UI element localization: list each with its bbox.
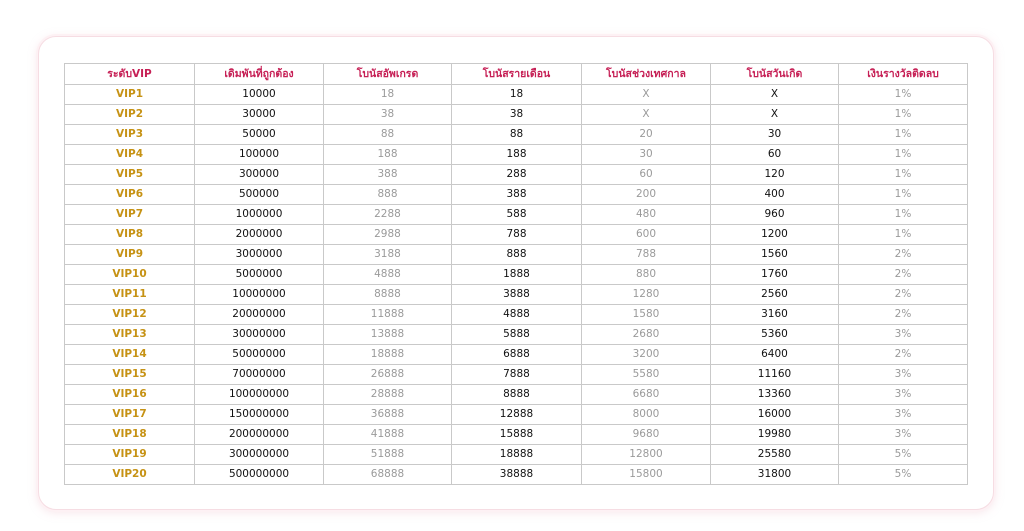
vip-level-cell: VIP12 xyxy=(65,305,195,325)
negative-rebate-cell: 1% xyxy=(839,225,968,245)
negative-rebate-cell: 1% xyxy=(839,105,968,125)
valid-bet-cell: 30000000 xyxy=(195,325,324,345)
vip-level-cell: VIP2 xyxy=(65,105,195,125)
valid-bet-cell: 100000000 xyxy=(195,385,324,405)
vip-level-cell: VIP9 xyxy=(65,245,195,265)
negative-rebate-cell: 1% xyxy=(839,205,968,225)
table-row xyxy=(65,325,968,345)
table-row xyxy=(65,85,968,105)
birthday-bonus-cell: 30 xyxy=(711,125,839,145)
upgrade-bonus-cell: 26888 xyxy=(324,365,452,385)
monthly-bonus-cell: 288 xyxy=(452,165,582,185)
vip-level-cell: VIP7 xyxy=(65,205,195,225)
monthly-bonus-cell: 12888 xyxy=(452,405,582,425)
negative-rebate-cell: 5% xyxy=(839,445,968,465)
table-row xyxy=(65,265,968,285)
table-row xyxy=(65,285,968,305)
table-row xyxy=(65,205,968,225)
monthly-bonus-cell: 588 xyxy=(452,205,582,225)
negative-rebate-cell: 1% xyxy=(839,185,968,205)
upgrade-bonus-cell: 888 xyxy=(324,185,452,205)
monthly-bonus-cell: 18 xyxy=(452,85,582,105)
valid-bet-cell: 30000 xyxy=(195,105,324,125)
negative-rebate-cell: 2% xyxy=(839,285,968,305)
valid-bet-cell: 50000000 xyxy=(195,345,324,365)
vip-levels-table xyxy=(64,63,968,485)
vip-level-cell: VIP10 xyxy=(65,265,195,285)
negative-rebate-cell: 2% xyxy=(839,265,968,285)
table-body xyxy=(65,85,968,485)
monthly-bonus-cell: 3888 xyxy=(452,285,582,305)
upgrade-bonus-cell: 18 xyxy=(324,85,452,105)
negative-rebate-cell: 1% xyxy=(839,145,968,165)
valid-bet-cell: 10000000 xyxy=(195,285,324,305)
valid-bet-cell: 500000 xyxy=(195,185,324,205)
vip-level-cell: VIP16 xyxy=(65,385,195,405)
upgrade-bonus-cell: 11888 xyxy=(324,305,452,325)
festival-bonus-cell: 60 xyxy=(582,165,711,185)
festival-bonus-cell: 8000 xyxy=(582,405,711,425)
festival-bonus-cell: 600 xyxy=(582,225,711,245)
vip-level-cell: VIP3 xyxy=(65,125,195,145)
festival-bonus-cell: 5580 xyxy=(582,365,711,385)
vip-level-cell: VIP14 xyxy=(65,345,195,365)
table-row xyxy=(65,165,968,185)
festival-bonus-cell: 9680 xyxy=(582,425,711,445)
vip-level-cell: VIP19 xyxy=(65,445,195,465)
festival-bonus-cell: 20 xyxy=(582,125,711,145)
monthly-bonus-cell: 18888 xyxy=(452,445,582,465)
upgrade-bonus-cell: 41888 xyxy=(324,425,452,445)
festival-bonus-cell: X xyxy=(582,85,711,105)
negative-rebate-cell: 3% xyxy=(839,365,968,385)
festival-bonus-cell: 12800 xyxy=(582,445,711,465)
table-row xyxy=(65,105,968,125)
vip-level-cell: VIP5 xyxy=(65,165,195,185)
negative-rebate-cell: 1% xyxy=(839,85,968,105)
table-row xyxy=(65,445,968,465)
negative-rebate-cell: 3% xyxy=(839,405,968,425)
header-upgrade-bonus: โบนัสอัพเกรด xyxy=(324,64,452,85)
festival-bonus-cell: 6680 xyxy=(582,385,711,405)
birthday-bonus-cell: 960 xyxy=(711,205,839,225)
festival-bonus-cell: 200 xyxy=(582,185,711,205)
valid-bet-cell: 150000000 xyxy=(195,405,324,425)
table-row xyxy=(65,185,968,205)
valid-bet-cell: 5000000 xyxy=(195,265,324,285)
birthday-bonus-cell: 31800 xyxy=(711,465,839,485)
birthday-bonus-cell: 13360 xyxy=(711,385,839,405)
monthly-bonus-cell: 88 xyxy=(452,125,582,145)
negative-rebate-cell: 2% xyxy=(839,245,968,265)
monthly-bonus-cell: 7888 xyxy=(452,365,582,385)
valid-bet-cell: 200000000 xyxy=(195,425,324,445)
vip-level-cell: VIP20 xyxy=(65,465,195,485)
table-row xyxy=(65,245,968,265)
valid-bet-cell: 2000000 xyxy=(195,225,324,245)
festival-bonus-cell: 1580 xyxy=(582,305,711,325)
table-row xyxy=(65,385,968,405)
table-row xyxy=(65,345,968,365)
table-row xyxy=(65,125,968,145)
upgrade-bonus-cell: 36888 xyxy=(324,405,452,425)
festival-bonus-cell: 3200 xyxy=(582,345,711,365)
upgrade-bonus-cell: 28888 xyxy=(324,385,452,405)
vip-level-cell: VIP1 xyxy=(65,85,195,105)
monthly-bonus-cell: 6888 xyxy=(452,345,582,365)
negative-rebate-cell: 2% xyxy=(839,305,968,325)
negative-rebate-cell: 3% xyxy=(839,385,968,405)
upgrade-bonus-cell: 38 xyxy=(324,105,452,125)
valid-bet-cell: 300000 xyxy=(195,165,324,185)
upgrade-bonus-cell: 13888 xyxy=(324,325,452,345)
birthday-bonus-cell: 11160 xyxy=(711,365,839,385)
vip-level-cell: VIP15 xyxy=(65,365,195,385)
monthly-bonus-cell: 188 xyxy=(452,145,582,165)
vip-level-cell: VIP4 xyxy=(65,145,195,165)
monthly-bonus-cell: 38 xyxy=(452,105,582,125)
festival-bonus-cell: 788 xyxy=(582,245,711,265)
valid-bet-cell: 3000000 xyxy=(195,245,324,265)
festival-bonus-cell: 1280 xyxy=(582,285,711,305)
valid-bet-cell: 1000000 xyxy=(195,205,324,225)
upgrade-bonus-cell: 8888 xyxy=(324,285,452,305)
negative-rebate-cell: 3% xyxy=(839,325,968,345)
negative-rebate-cell: 2% xyxy=(839,345,968,365)
table-row xyxy=(65,225,968,245)
birthday-bonus-cell: 1560 xyxy=(711,245,839,265)
negative-rebate-cell: 1% xyxy=(839,165,968,185)
monthly-bonus-cell: 388 xyxy=(452,185,582,205)
monthly-bonus-cell: 15888 xyxy=(452,425,582,445)
birthday-bonus-cell: 60 xyxy=(711,145,839,165)
table-row xyxy=(65,405,968,425)
header-birthday-bonus: โบนัสวันเกิด xyxy=(711,64,839,85)
vip-level-cell: VIP6 xyxy=(65,185,195,205)
monthly-bonus-cell: 4888 xyxy=(452,305,582,325)
vip-level-cell: VIP8 xyxy=(65,225,195,245)
negative-rebate-cell: 1% xyxy=(839,125,968,145)
valid-bet-cell: 100000 xyxy=(195,145,324,165)
vip-level-cell: VIP11 xyxy=(65,285,195,305)
festival-bonus-cell: 30 xyxy=(582,145,711,165)
monthly-bonus-cell: 1888 xyxy=(452,265,582,285)
vip-level-cell: VIP18 xyxy=(65,425,195,445)
monthly-bonus-cell: 38888 xyxy=(452,465,582,485)
upgrade-bonus-cell: 51888 xyxy=(324,445,452,465)
valid-bet-cell: 300000000 xyxy=(195,445,324,465)
birthday-bonus-cell: 1760 xyxy=(711,265,839,285)
birthday-bonus-cell: 2560 xyxy=(711,285,839,305)
monthly-bonus-cell: 8888 xyxy=(452,385,582,405)
monthly-bonus-cell: 888 xyxy=(452,245,582,265)
header-monthly-bonus: โบนัสรายเดือน xyxy=(452,64,582,85)
table-row xyxy=(65,465,968,485)
upgrade-bonus-cell: 2988 xyxy=(324,225,452,245)
birthday-bonus-cell: 25580 xyxy=(711,445,839,465)
vip-level-cell: VIP13 xyxy=(65,325,195,345)
upgrade-bonus-cell: 88 xyxy=(324,125,452,145)
birthday-bonus-cell: 1200 xyxy=(711,225,839,245)
birthday-bonus-cell: X xyxy=(711,85,839,105)
birthday-bonus-cell: 120 xyxy=(711,165,839,185)
valid-bet-cell: 500000000 xyxy=(195,465,324,485)
monthly-bonus-cell: 788 xyxy=(452,225,582,245)
birthday-bonus-cell: 5360 xyxy=(711,325,839,345)
table-row xyxy=(65,305,968,325)
negative-rebate-cell: 5% xyxy=(839,465,968,485)
table-row xyxy=(65,425,968,445)
birthday-bonus-cell: 3160 xyxy=(711,305,839,325)
header-negative-rebate: เงินรางวัลติดลบ xyxy=(839,64,968,85)
festival-bonus-cell: 880 xyxy=(582,265,711,285)
table-row xyxy=(65,145,968,165)
valid-bet-cell: 20000000 xyxy=(195,305,324,325)
monthly-bonus-cell: 5888 xyxy=(452,325,582,345)
valid-bet-cell: 50000 xyxy=(195,125,324,145)
header-vip-level: ระดับVIP xyxy=(65,64,195,85)
table-header-row xyxy=(65,64,968,85)
upgrade-bonus-cell: 18888 xyxy=(324,345,452,365)
festival-bonus-cell: X xyxy=(582,105,711,125)
festival-bonus-cell: 2680 xyxy=(582,325,711,345)
header-festival-bonus: โบนัสช่วงเทศกาล xyxy=(582,64,711,85)
header-valid-bet: เดิมพันที่ถูกต้อง xyxy=(195,64,324,85)
birthday-bonus-cell: X xyxy=(711,105,839,125)
upgrade-bonus-cell: 68888 xyxy=(324,465,452,485)
festival-bonus-cell: 15800 xyxy=(582,465,711,485)
valid-bet-cell: 70000000 xyxy=(195,365,324,385)
upgrade-bonus-cell: 3188 xyxy=(324,245,452,265)
upgrade-bonus-cell: 388 xyxy=(324,165,452,185)
upgrade-bonus-cell: 2288 xyxy=(324,205,452,225)
upgrade-bonus-cell: 188 xyxy=(324,145,452,165)
negative-rebate-cell: 3% xyxy=(839,425,968,445)
table-row xyxy=(65,365,968,385)
vip-level-cell: VIP17 xyxy=(65,405,195,425)
birthday-bonus-cell: 16000 xyxy=(711,405,839,425)
birthday-bonus-cell: 6400 xyxy=(711,345,839,365)
upgrade-bonus-cell: 4888 xyxy=(324,265,452,285)
festival-bonus-cell: 480 xyxy=(582,205,711,225)
valid-bet-cell: 10000 xyxy=(195,85,324,105)
birthday-bonus-cell: 400 xyxy=(711,185,839,205)
birthday-bonus-cell: 19980 xyxy=(711,425,839,445)
